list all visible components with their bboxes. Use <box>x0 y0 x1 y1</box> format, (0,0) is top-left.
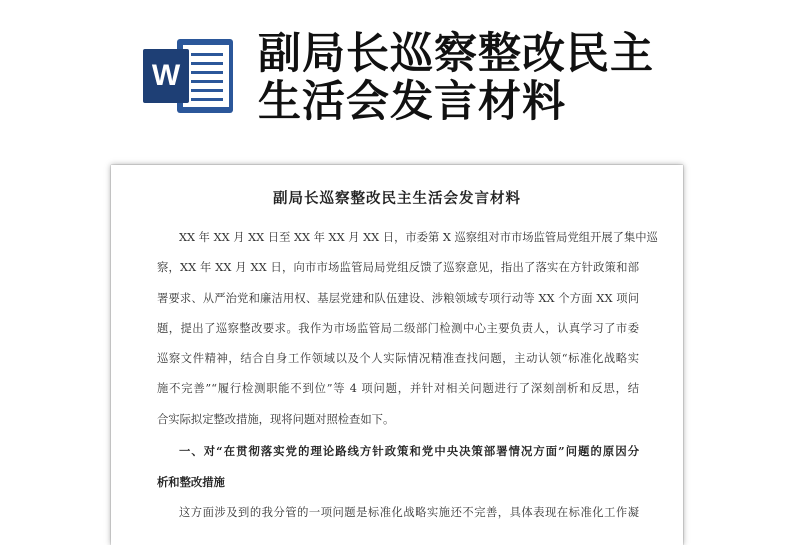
banner-title <box>258 30 778 126</box>
word-document-icon <box>143 35 235 117</box>
banner <box>0 0 800 150</box>
paragraph-line: 这方面涉及到的我分管的一项问题是标准化战略实施还不完善，具体表现在标准化工作凝 <box>179 506 639 519</box>
paragraph-line: 合实际拟定整改措施，现将问题对照检查如下。 <box>157 412 395 426</box>
section-heading <box>157 436 639 498</box>
paragraph-line: XX 年 XX 月 XX 日至 XX 年 XX 月 XX 日，市委第 X 巡察组对市市场监管局党组开展了集中巡 <box>179 231 658 244</box>
paragraph-line: 施不完善”“履行检测职能不到位”等 4 项问题，并针对相关问题进行了深刻剖析和反思，结 <box>157 382 639 396</box>
paragraph-line: 题，提出了巡察整改要求。我作为市场监管局二级部门检测中心主要负责人，认真学习了市委 <box>157 321 639 335</box>
paragraph-line: 署要求、从严治党和廉洁用权、基层党建和队伍建设、涉粮领域专项行动等 XX 个方面 XX 项问 <box>157 291 639 305</box>
paragraph-line: 巡察文件精神，结合自身工作领域以及个人实际情况精准查找问题，主动认领“标准化战略实 <box>157 352 639 366</box>
banner-title-line-2: 生活会发言材料 <box>258 77 566 127</box>
word-icon-letter: W <box>151 59 181 92</box>
banner-title-line-1: 副局长巡察整改民主 <box>258 29 654 79</box>
heading-line: 析和整改措施 <box>157 475 225 489</box>
document-page <box>111 165 683 545</box>
paragraph-1 <box>157 223 658 435</box>
paragraph-line: 察，XX 年 XX 月 XX 日，向市市场监管局局党组反馈了巡察意见，指出了落实在方针政策和部 <box>157 261 639 275</box>
paragraph-2 <box>157 498 639 528</box>
heading-line: 一、对“在贯彻落实党的理论路线方针政策和党中央决策部署情况方面”问题的原因分 <box>179 444 639 458</box>
document-title: 副局长巡察整改民主生活会发言材料 <box>273 190 521 207</box>
